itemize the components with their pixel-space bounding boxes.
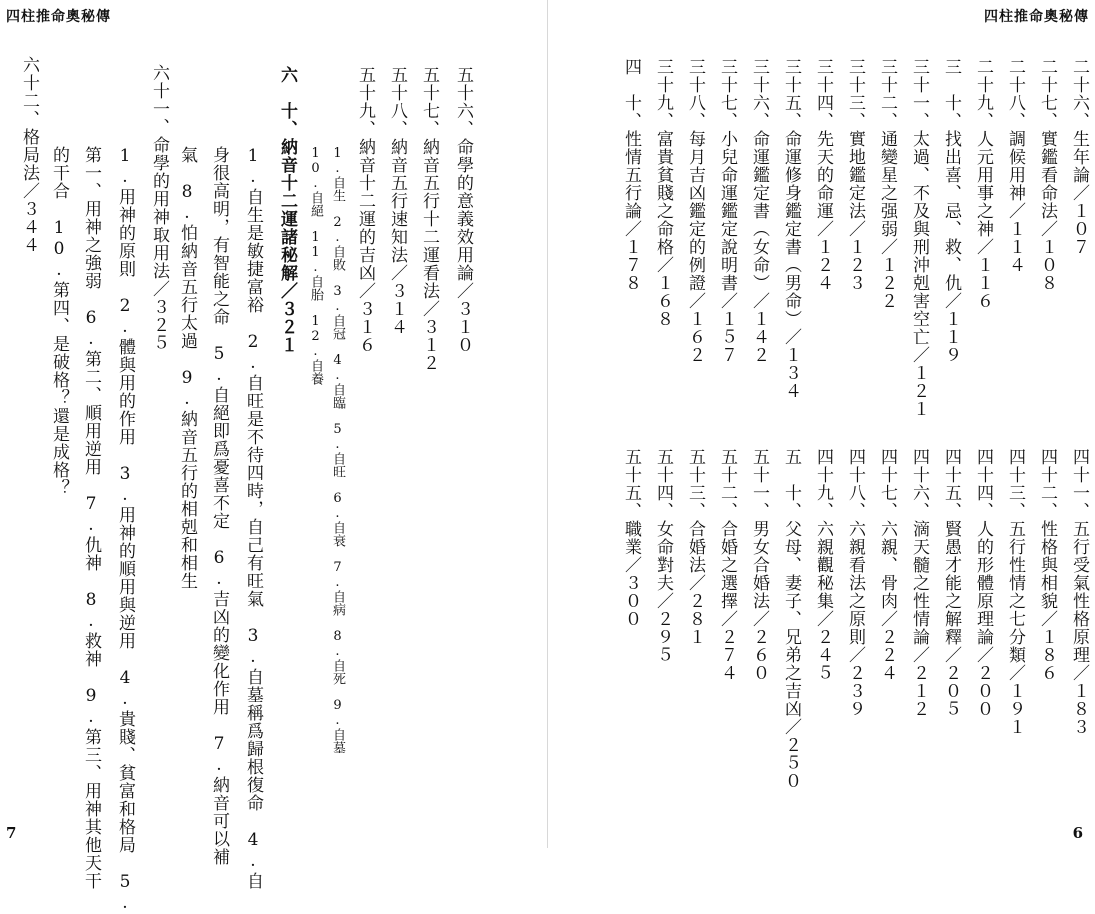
toc-entry: 三十六、命運鑑定書（女命）／１４２ [749, 58, 769, 364]
toc-subentry: 1.自生是敏捷富裕 2.自旺是不待四時，自己有旺氣 3.自墓稱爲歸根復命 4.自 [243, 146, 263, 890]
toc-subentry: 1.自生 2.自敗 3.自冠 4.自臨 5.自旺 6.自衰 7.自病 8.自死 9.自墓 [330, 146, 345, 754]
toc-entry: 五十四、女命對夫／２９５ [653, 448, 673, 664]
toc-entry: 五 十、父母、妻子、兄弟之吉凶／２５０ [781, 448, 801, 790]
toc-entry: 六十二、格局法／３４４ [19, 56, 39, 254]
toc-entry: 三十八、每月吉凶鑑定的例證／１６２ [685, 58, 705, 364]
header-title-right: 四柱推命奧秘傳 [984, 9, 1089, 25]
toc-entry: 三 十、找出喜、忌、救、仇／１１９ [941, 58, 961, 364]
toc-subentry: 身很高明，有智能之命 5.自絕即爲憂喜不定 6.吉凶的變化作用 7.納音可以補 [209, 146, 229, 866]
toc-entry: 六 十、納音十二運諸秘解／３２１ [277, 66, 297, 354]
toc-entry: 四十七、六親、骨肉／２２４ [877, 448, 897, 682]
toc-entry: 二十六、生年論／１０７ [1069, 58, 1089, 256]
toc-entry: 五十九、納音十二運的吉凶／３１６ [355, 66, 375, 354]
toc-entry: 四十四、人的形體原理論／２００ [973, 448, 993, 718]
right-page [548, 0, 1095, 848]
toc-subentry: 第一、用神之強弱 6.第二、順用逆用 7.仇神 8.救神 9.第三、用神其他天干 [81, 146, 101, 890]
toc-entry: 五十三、合婚法／２８１ [685, 448, 705, 646]
toc-entry: 三十四、先天的命運／１２４ [813, 58, 833, 292]
toc-entry: 三十五、命運修身鑑定書（男命）／１３４ [781, 58, 801, 400]
toc-entry: 四十二、性格與相貌／１８６ [1037, 448, 1057, 682]
toc-entry: 五十一、男女合婚法／２６０ [749, 448, 769, 682]
toc-entry: 三十三、實地鑑定法／１２３ [845, 58, 865, 292]
toc-entry: 五十五、職業／３００ [621, 448, 641, 628]
toc-entry: 四十三、五行性情之七分類／１９１ [1005, 448, 1025, 736]
toc-entry: 五十八、納音五行速知法／３１４ [387, 66, 407, 336]
toc-entry: 四十八、六親看法之原則／２３９ [845, 448, 865, 718]
page-number-right: 6 [1072, 824, 1083, 842]
toc-subentry: 1.用神的原則 2.體與用的作用 3.用神的順用與逆用 4.貴賤、貧富和格局 5. [115, 146, 135, 914]
toc-entry: 五十六、命學的意義效用論／３１０ [453, 66, 473, 354]
toc-entry: 四 十、性情五行論／１７８ [621, 58, 641, 292]
page-number-left: 7 [6, 824, 17, 842]
header-title-left: 四柱推命奧秘傳 [6, 9, 111, 25]
toc-entry: 四十六、滴天髓之性情論／２１２ [909, 448, 929, 718]
toc-entry: 三十二、通變星之强弱／１２２ [877, 58, 897, 310]
toc-entry: 三十一、太過、不及與刑沖剋害空亡／１２１ [909, 58, 929, 418]
toc-entry: 二十八、調候用神／１１４ [1005, 58, 1025, 274]
toc-entry: 二十九、人元用事之神／１１６ [973, 58, 993, 310]
toc-subentry: 的干合 10.第四、是破格？還是成格？ [49, 146, 69, 497]
toc-subentry: 氣 8.怕納音五行太過 9.納音五行的相剋和相生 [177, 146, 197, 590]
toc-entry: 五十二、合婚之選擇／２７４ [717, 448, 737, 682]
toc-entry: 五十七、納音五行十二運看法／３１２ [419, 66, 439, 372]
toc-subentry: 10.自絕 11.自胎 12.自養 [308, 146, 323, 385]
toc-entry: 三十九、富貴貧賤之命格／１６８ [653, 58, 673, 328]
toc-entry: 四十五、賢愚才能之解釋／２０５ [941, 448, 961, 718]
toc-entry: 二十七、實鑑看命法／１０８ [1037, 58, 1057, 292]
toc-entry: 四十九、六親觀秘集／２４５ [813, 448, 833, 682]
toc-entry: 四十一、五行受氣性格原理／１８３ [1069, 448, 1089, 736]
toc-entry: 六十一、命學的用神取用法／３２５ [149, 64, 169, 352]
left-page [0, 0, 547, 914]
toc-entry: 三十七、小兒命運鑑定說明書／１５７ [717, 58, 737, 364]
